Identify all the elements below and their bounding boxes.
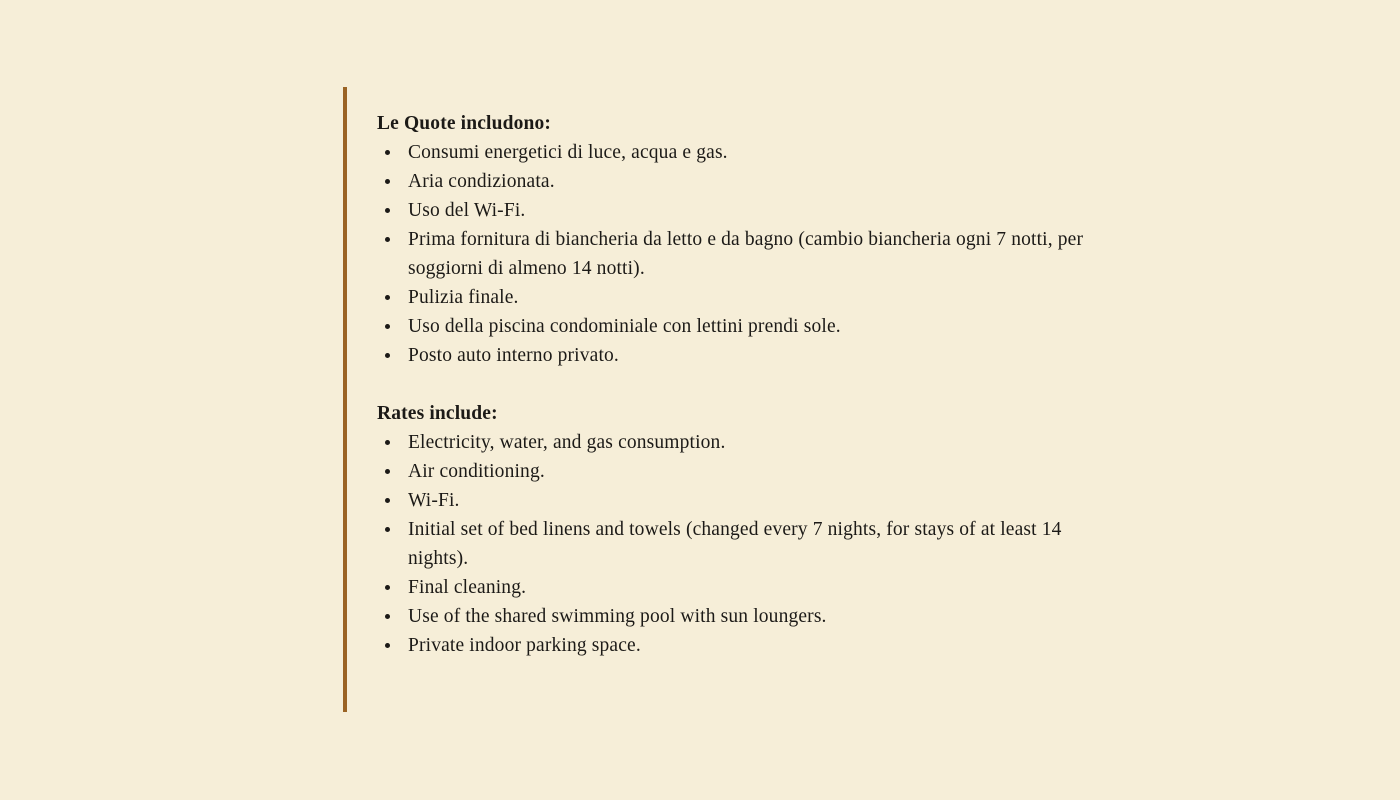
list-item [377, 138, 1088, 167]
bullet-icon [385, 498, 390, 503]
italian-section [377, 109, 1103, 370]
english-section [377, 399, 1103, 660]
list-item-text: Uso del Wi-Fi. [408, 200, 526, 221]
list-item-text: Prima fornitura di biancheria da letto e da bagno (cambio biancheria ogni 7 notti, per soggiorni di almeno 14 notti). [408, 229, 1084, 279]
section-heading-english: Rates include: [377, 403, 498, 424]
list-item-text: Final cleaning. [408, 577, 527, 598]
list-item [377, 283, 1088, 312]
list-item-text: Air conditioning. [408, 461, 545, 482]
bullet-icon [385, 440, 390, 445]
bullet-icon [385, 614, 390, 619]
list-item-text: Aria condizionata. [408, 171, 555, 192]
list-item [377, 573, 1088, 602]
included-list-italian [377, 138, 1103, 370]
list-item-text: Use of the shared swimming pool with sun loungers. [408, 606, 827, 627]
list-item [377, 312, 1088, 341]
list-item [377, 341, 1088, 370]
bullet-icon [385, 643, 390, 648]
list-item [377, 225, 1088, 283]
list-item-text: Posto auto interno privato. [408, 345, 619, 366]
section-heading-italian: Le Quote includono: [377, 113, 552, 134]
list-item [377, 428, 1088, 457]
list-item [377, 167, 1088, 196]
bullet-icon [385, 208, 390, 213]
bullet-icon [385, 585, 390, 590]
list-item [377, 196, 1088, 225]
list-item [377, 457, 1088, 486]
bullet-icon [385, 527, 390, 532]
list-item-text: Wi-Fi. [408, 490, 460, 511]
list-item-text: Electricity, water, and gas consumption. [408, 432, 726, 453]
list-item-text: Initial set of bed linens and towels (changed every 7 nights, for stays of at least 14 nights). [408, 519, 1062, 569]
bullet-icon [385, 295, 390, 300]
list-item-text: Consumi energetici di luce, acqua e gas. [408, 142, 728, 163]
list-item [377, 631, 1088, 660]
list-item [377, 515, 1088, 573]
list-item [377, 602, 1088, 631]
list-item-text: Uso della piscina condominiale con lettini prendi sole. [408, 316, 841, 337]
list-item [377, 486, 1088, 515]
list-item-text: Private indoor parking space. [408, 635, 641, 656]
included-list-english [377, 428, 1103, 660]
bullet-icon [385, 237, 390, 242]
bullet-icon [385, 353, 390, 358]
list-item-text: Pulizia finale. [408, 287, 519, 308]
bullet-icon [385, 179, 390, 184]
rates-info-panel [343, 87, 1103, 712]
bullet-icon [385, 324, 390, 329]
bullet-icon [385, 469, 390, 474]
bullet-icon [385, 150, 390, 155]
